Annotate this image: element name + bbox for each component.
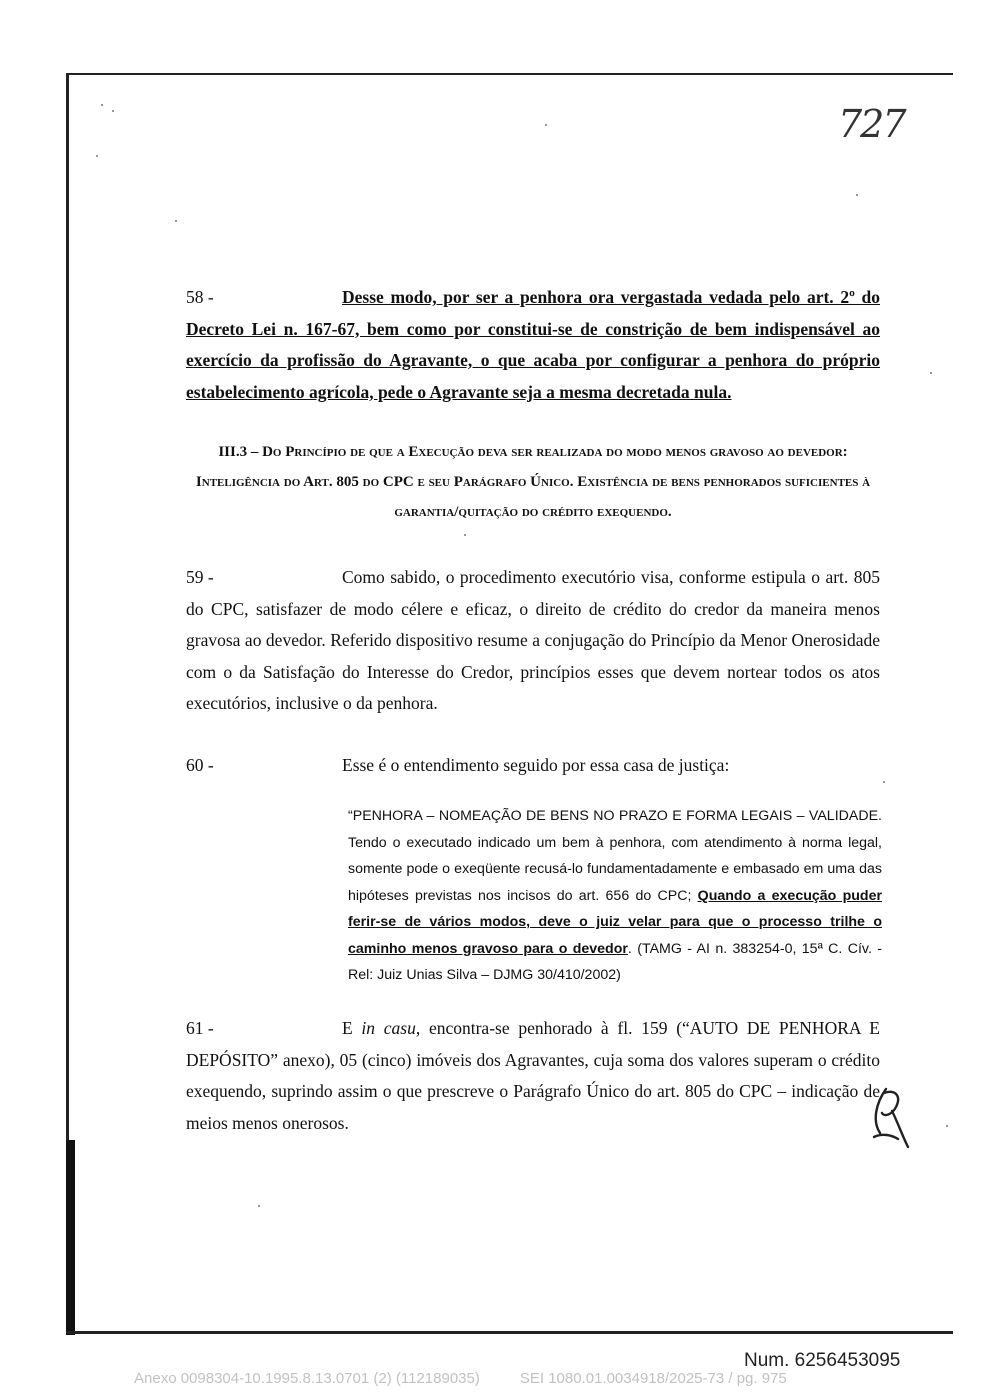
paragraph-59 (186, 562, 880, 720)
quote-emphasis: Quando a execução puder ferir-se de vários modos, deve o juiz velar para que o processo trilhe o caminho menos gravoso para o devedor (348, 887, 882, 957)
paragraph-text: Desse modo, por ser a penhora ora vergastada vedada pelo art. 2º do Decreto Lei n. 167-67, bem como por constitui-se de constrição de bem indispensável ao exercício da profissão do Agravante, o que acaba por configurar a penhora do próprio estabelecimento agrícola, pede o Agravante seja a mesma decretada nula. (186, 287, 880, 402)
paragraph-number: 61 - (186, 1018, 214, 1038)
scan-speck (856, 194, 858, 196)
quote-citation: . (TAMG - AI n. 383254-0, 15ª C. Cív. - Rel: Juiz Unias Silva – DJMG 30/410/2002) (348, 940, 883, 983)
scan-edge-shadow (66, 1140, 75, 1335)
paragraph-number: 59 - (186, 567, 214, 587)
scan-speck (175, 220, 177, 222)
paragraph-60 (186, 750, 880, 782)
scan-speck (112, 110, 114, 112)
document-number: Num. 6256453095 (744, 1350, 901, 1371)
paragraph-61 (186, 1013, 880, 1139)
page-frame-top (66, 73, 953, 75)
paragraph-text: Esse é o entendimento seguido por essa casa de justiça: (342, 755, 730, 775)
scan-speck (946, 1125, 948, 1127)
annex-reference: Anexo 0098304-10.1995.8.13.0701 (2) (112189035) (134, 1370, 480, 1387)
quote-text: “PENHORA – NOMEAÇÃO DE BENS NO PRAZO E FORMA LEGAIS – VALIDADE. Tendo o executado indicado um bem à penhora, com atendimento à norma legal, somente pode o exeqüente recusá-lo fundamentadamente e embasado em uma das hipóteses previstas nos incisos do art. 656 do CPC; (348, 808, 882, 904)
footer-reference (134, 1370, 787, 1387)
page-folio-number: 727 (838, 102, 905, 146)
page-frame-bottom (66, 1331, 953, 1334)
jurisprudence-quote (348, 803, 882, 989)
paragraph-text: Como sabido, o procedimento executório visa, conforme estipula o art. 805 do CPC, satisfazer de modo célere e eficaz, o direito de crédito do credor da maneira menos gravosa ao devedor. Referido dispositivo resume a conjugação do Princípio da Menor Onerosidade com o da Satisfação do Interesse do Credor, princípios esses que devem nortear todos os atos executórios, inclusive o da penhora. (186, 567, 880, 713)
paragraph-number: 60 - (186, 755, 214, 775)
latin-term: in casu (361, 1018, 416, 1038)
scan-speck (96, 155, 98, 157)
paragraph-text: , encontra-se penhorado à fl. 159 (“AUTO DE PENHORA E DEPÓSITO” anexo), 05 (cinco) imóveis dos Agravantes, cuja soma dos valores superam o crédito exequendo, suprindo assim o que prescreve o Parágrafo Único do art. 805 do CPC – indicação de meios menos onerosos. (186, 1018, 880, 1133)
paragraph-58 (186, 282, 880, 408)
section-heading: III.3 – Do Princípio de que a Execução deva ser realizada do modo menos gravoso ao devedor: Inteligência do Art. 805 do CPC e seu Parágrafo Único. Existência de bens penhorados suficientes à garantia/quitação do crédito exequendo. (195, 444, 871, 520)
scan-speck (930, 372, 932, 374)
scan-speck (464, 534, 466, 536)
scan-speck (101, 104, 103, 106)
paragraph-number: 58 - (186, 287, 214, 307)
scan-speck (545, 124, 547, 126)
handwritten-initials-signature (868, 1083, 916, 1153)
scan-speck (258, 1205, 260, 1207)
sei-reference: SEI 1080.01.0034918/2025-73 / pg. 975 (519, 1370, 787, 1387)
scan-speck (883, 781, 885, 783)
paragraph-lead: E (342, 1018, 362, 1038)
